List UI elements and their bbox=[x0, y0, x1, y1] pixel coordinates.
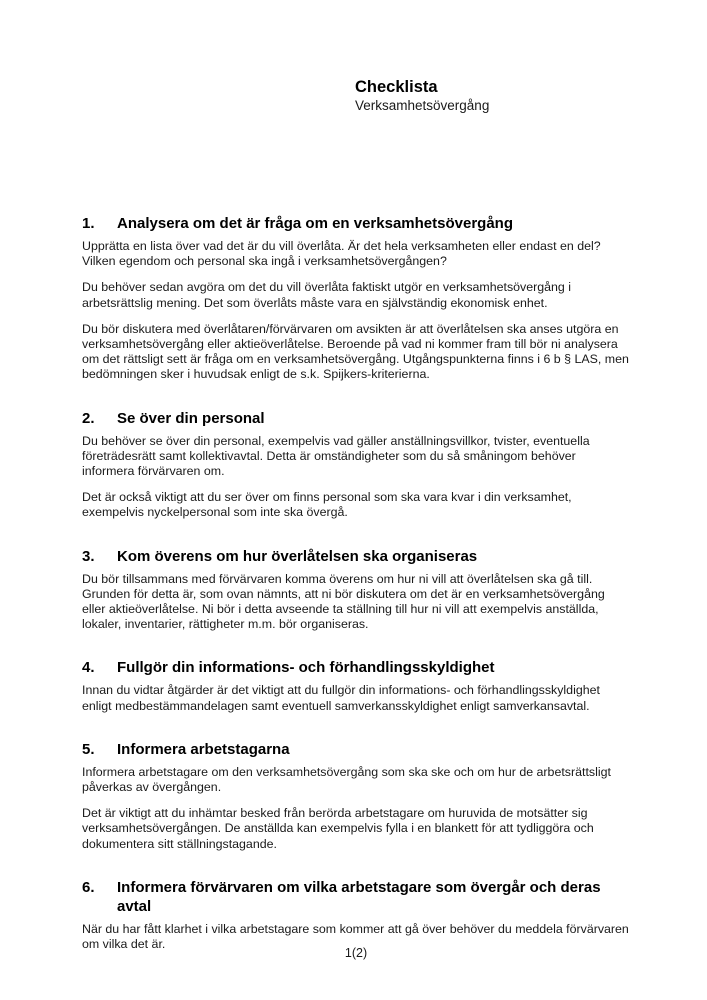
section-3 bbox=[82, 547, 630, 633]
paragraph: Innan du vidtar åtgärder är det viktigt att du fullgör din informations- och förhandlingsskyldighet enligt medbestämmandelagen samt eventuell samverkansskyldighet enligt samverkansavtal. bbox=[82, 683, 600, 713]
section-title: Fullgör din informations- och förhandlingsskyldighet bbox=[117, 659, 495, 677]
section-title: Informera arbetstagarna bbox=[117, 740, 290, 758]
section-6-heading bbox=[82, 878, 630, 916]
section-number: 3. bbox=[82, 547, 95, 565]
section-number: 6. bbox=[82, 878, 95, 896]
section-5-heading bbox=[82, 740, 630, 759]
section-title: Se över din personal bbox=[117, 409, 265, 427]
paragraph: Det är viktigt att du inhämtar besked från berörda arbetstagare om huruvida de motsätter sig verksamhetsövergången. De anställda kan exempelvis fylla i en blankett för att tydliggöra och dokumentera sitt ställningstagande. bbox=[82, 806, 594, 851]
paragraph: Informera arbetstagare om den verksamhetsövergång som ska ske och om hur de arbetsrättsligt påverkas av övergången. bbox=[82, 764, 611, 795]
paragraph: Upprätta en lista över vad det är du vill överlåta. Är det hela verksamheten eller endast en del? Vilken egendom och personal ska ingå i verksamhetsövergången? bbox=[82, 239, 601, 269]
section-number: 5. bbox=[82, 740, 95, 758]
section-title: Informera förvärvaren om vilka arbetstagare som övergår och deras avtal bbox=[117, 878, 601, 915]
paragraph: Det är också viktigt att du ser över om finns personal som ska vara kvar i din verksamhet, exempelvis nyckelpersonal som inte ska övergå. bbox=[82, 490, 572, 520]
page-number: 1(2) bbox=[344, 946, 368, 960]
paragraph: Du behöver se över din personal, exempelvis vad gäller anställningsvillkor, tvister, eventuella företrädesrätt samt kollektivavtal. Detta är omständigheter som du så småningom behöver informera förvärvaren om. bbox=[82, 433, 590, 479]
section-2-heading bbox=[82, 409, 630, 428]
section-5 bbox=[82, 740, 630, 852]
document-content bbox=[0, 78, 707, 952]
section-3-heading bbox=[82, 547, 630, 566]
section-title: Analysera om det är fråga om en verksamhetsövergång bbox=[117, 215, 513, 232]
section-2 bbox=[82, 409, 630, 521]
section-number: 1. bbox=[82, 215, 95, 232]
section-6 bbox=[82, 878, 630, 952]
paragraph: Du bör tillsammans med förvärvaren komma överens om hur ni vill att överlåtelsen ska gå till. Grunden för detta är, som ovan nämnts, att ni bör diskutera om det är en verksamhetsövergång eller aktieöverlåtelse. Ni bör i detta avseende ta ställning till hur ni vill att exempelvis anställda, lokaler, inventarier, rättigheter m.m. bör organiseras. bbox=[82, 571, 605, 632]
document-subtitle: Verksamhetsövergång bbox=[355, 98, 490, 113]
section-1-heading bbox=[82, 214, 630, 233]
document-title: Checklista bbox=[355, 78, 438, 96]
paragraph: Du bör diskutera med överlåtaren/förvärvaren om avsikten är att överlåtelsen ska anses utgöra en verksamhetsövergång eller aktieöverlåtelse. Beroende på vad ni kommer fram till bör ni analysera om det rättsligt sett är fråga om en verksamhetsövergång. Utgångspunkterna finns i 6 b § LAS, men bedömningen sker i huvudsak enligt de s.k. Spijkers-kriterierna. bbox=[82, 321, 629, 382]
section-1 bbox=[82, 214, 630, 383]
section-title: Kom överens om hur överlåtelsen ska organiseras bbox=[117, 547, 478, 565]
section-4 bbox=[82, 658, 630, 713]
section-number: 4. bbox=[82, 659, 95, 677]
paragraph: När du har fått klarhet i vilka arbetstagare som kommer att gå över behöver du meddela förvärvaren om vilka det är. bbox=[82, 921, 629, 952]
section-number: 2. bbox=[82, 409, 95, 427]
document-header bbox=[355, 78, 630, 114]
paragraph: Du behöver sedan avgöra om det du vill överlåta faktiskt utgör en verksamhetsövergång i arbetsrättslig mening. Det som överlåts måste vara en självständig ekonomisk enhet. bbox=[82, 280, 572, 310]
section-4-heading bbox=[82, 658, 630, 677]
